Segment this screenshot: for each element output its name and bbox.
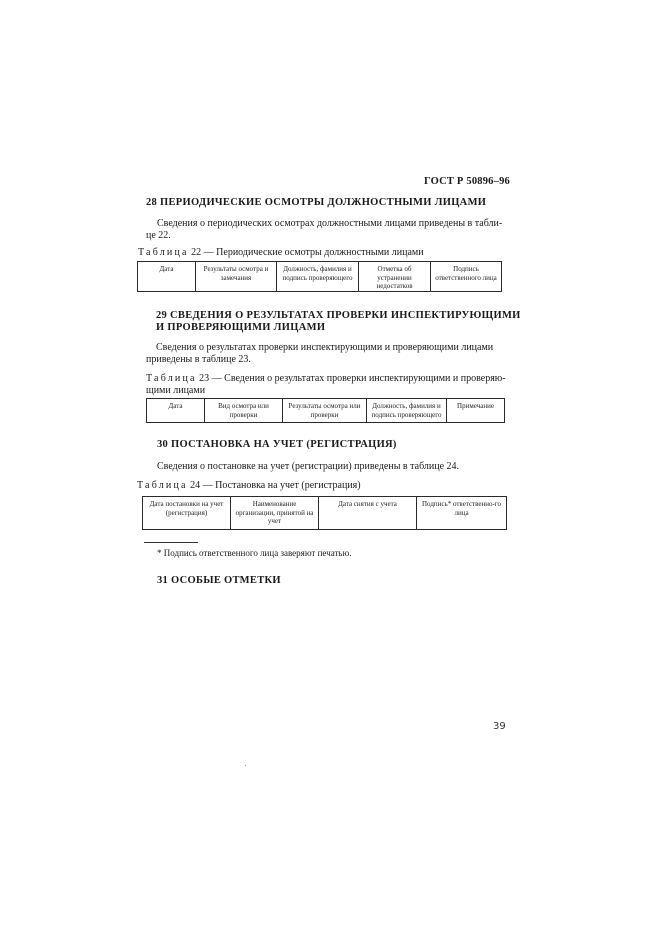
table-24-col-deregistration-date: Дата снятия с учета	[319, 497, 417, 530]
table-24-col-signature: Подпись* ответственно-го лица	[417, 497, 507, 530]
table-23-caption-title: 23 — Сведения о результатах проверки инспектирующими и проверяю-	[196, 373, 506, 384]
footnote: * Подпись ответственного лица заверяют печатью.	[157, 548, 352, 558]
section-30-paragraph: Сведения о постановке на учет (регистрации) приведены в таблице 24.	[157, 461, 460, 472]
document-code: ГОСТ Р 50896–96	[424, 176, 510, 187]
table-22-col-results: Результаты осмотра и замечания	[196, 262, 277, 292]
table-23-caption	[146, 373, 506, 386]
table-23-caption-label: Таблица	[146, 373, 197, 384]
section-29-paragraph-line1: Сведения о результатах проверки инспектирующими и проверяющими лицами	[156, 342, 494, 353]
section-29-heading-line2: И ПРОВЕРЯЮЩИМИ ЛИЦАМИ	[156, 322, 326, 333]
table-22-col-fix-mark: Отметка об устранении недостатков	[359, 262, 431, 292]
table-22	[137, 261, 502, 292]
footnote-divider	[144, 542, 198, 543]
table-23-col-check-type: Вид осмотра или проверки	[205, 399, 283, 423]
table-22-caption	[138, 247, 424, 260]
table-24-caption-label: Таблица	[137, 480, 188, 491]
page-number: 39	[493, 721, 506, 732]
table-22-col-inspector: Должность, фамилия и подпись проверяющего	[277, 262, 359, 292]
table-24-caption	[137, 480, 361, 493]
section-30-heading: 30 ПОСТАНОВКА НА УЧЕТ (РЕГИСТРАЦИЯ)	[157, 439, 397, 450]
table-24-header-row	[143, 497, 507, 530]
table-24	[142, 496, 507, 530]
table-24-col-registration-date: Дата постановки на учет (регистрация)	[143, 497, 231, 530]
table-22-col-date: Дата	[138, 262, 196, 292]
scan-speck	[245, 765, 246, 766]
table-24-caption-title: 24 — Постановка на учет (регистрация)	[187, 480, 361, 491]
section-31-heading: 31 ОСОБЫЕ ОТМЕТКИ	[157, 575, 281, 586]
table-23-col-note: Примечание	[447, 399, 505, 423]
table-23-col-results: Результаты осмотра или проверки	[283, 399, 367, 423]
table-23-header-row	[147, 399, 505, 423]
table-22-header-row	[138, 262, 502, 292]
table-23	[146, 398, 505, 423]
section-29-heading-line1: 29 СВЕДЕНИЯ О РЕЗУЛЬТАТАХ ПРОВЕРКИ ИНСПЕКТИРУЮЩИМИ	[156, 310, 521, 321]
table-23-caption-line2: щими лицами	[146, 385, 206, 396]
section-28-paragraph-line1: Сведения о периодических осмотрах должностными лицами приведены в табли-	[157, 218, 503, 229]
section-28-paragraph-line2: це 22.	[146, 230, 171, 241]
table-22-caption-label: Таблица	[138, 247, 189, 258]
section-28-heading: 28 ПЕРИОДИЧЕСКИЕ ОСМОТРЫ ДОЛЖНОСТНЫМИ ЛИЦАМИ	[146, 197, 487, 208]
table-22-col-signature: Подпись ответственного лица	[431, 262, 502, 292]
table-23-col-inspector: Должность, фамилия и подпись проверяющего	[367, 399, 447, 423]
table-23-col-date: Дата	[147, 399, 205, 423]
table-22-caption-title: 22 — Периодические осмотры должностными лицами	[188, 247, 424, 258]
table-24-col-organization: Наименование организации, принятой на учет	[231, 497, 319, 530]
section-29-paragraph-line2: приведены в таблице 23.	[146, 354, 251, 365]
